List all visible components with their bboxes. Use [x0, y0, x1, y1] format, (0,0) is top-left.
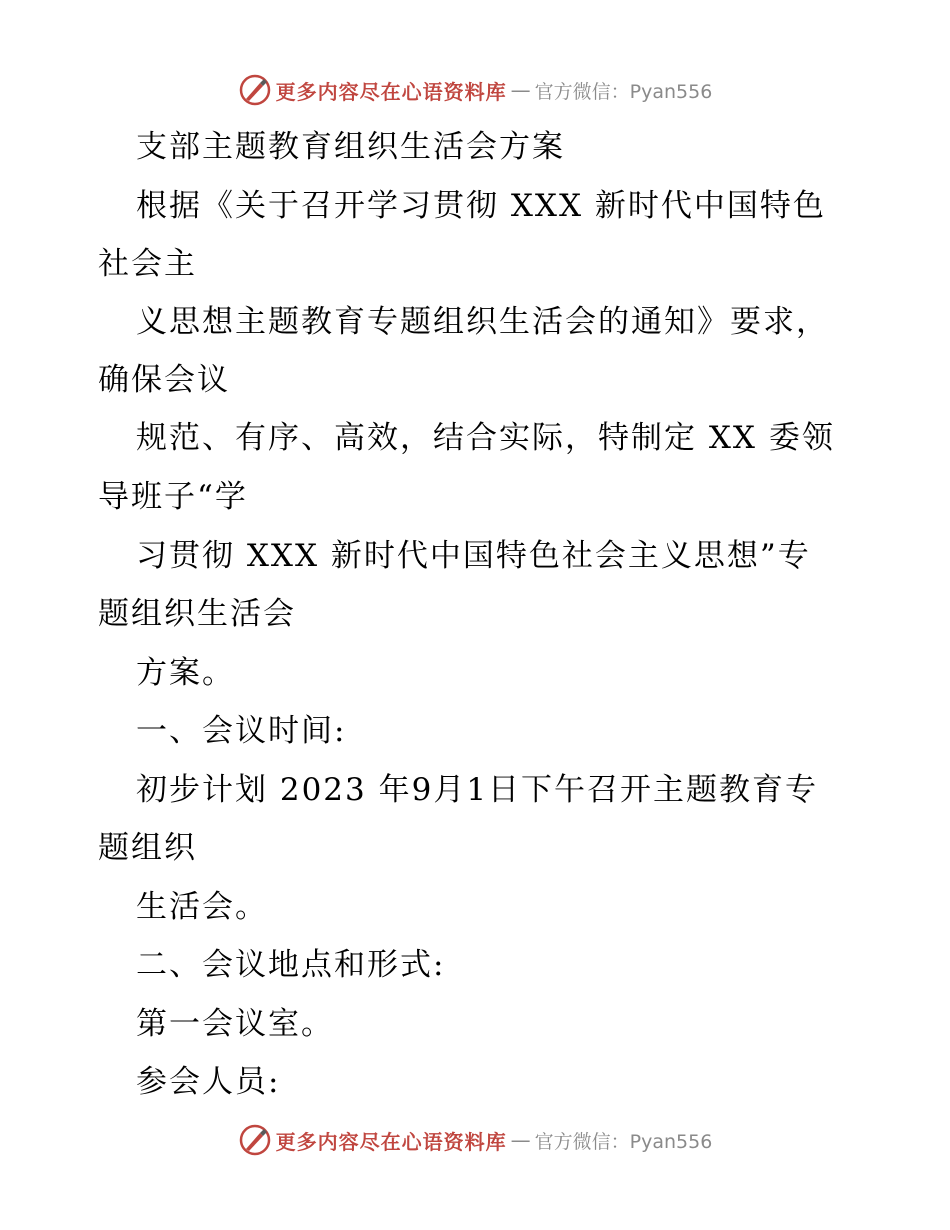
- footer-banner: [0, 1120, 950, 1160]
- section-heading-location: 二、会议地点和形式:: [136, 947, 446, 983]
- doc-line: 确保会议: [98, 362, 230, 398]
- banner-wechat: 官方微信：Pyan556: [534, 80, 713, 103]
- doc-line: 规范、有序、高效，结合实际，特制定 XX 委领: [136, 420, 835, 456]
- doc-line: 初步计划 2023 年9月1日下午召开主题教育专: [136, 772, 819, 808]
- doc-line: 第一会议室。: [136, 1006, 334, 1042]
- section-heading-attendees: 参会人员:: [136, 1064, 281, 1100]
- doc-title: 支部主题教育组织生活会方案: [136, 129, 565, 165]
- banner-title: 更多内容尽在心语资料库: [275, 79, 507, 104]
- section-heading-time: 一、会议时间:: [136, 713, 347, 749]
- doc-line: 导班子“学: [98, 479, 248, 515]
- banner-wechat: 官方微信：Pyan556: [534, 1130, 713, 1153]
- doc-line: 社会主: [98, 246, 197, 282]
- doc-line: 方案。: [136, 655, 235, 691]
- doc-line: 义思想主题教育专题组织生活会的通知》要求，: [136, 304, 829, 340]
- banner-separator: —: [510, 78, 531, 102]
- banner-separator: —: [510, 1128, 531, 1152]
- doc-line: 题组织: [98, 830, 197, 866]
- header-banner: [0, 70, 950, 110]
- doc-line: 生活会。: [136, 889, 268, 925]
- banner-title: 更多内容尽在心语资料库: [275, 1129, 507, 1154]
- pen-logo-icon: [238, 1123, 272, 1157]
- pen-logo-icon: [238, 73, 272, 107]
- doc-line: 根据《关于召开学习贯彻 XXX 新时代中国特色: [136, 188, 826, 224]
- doc-line: 题组织生活会: [98, 596, 296, 632]
- doc-line: 习贯彻 XXX 新时代中国特色社会主义思想”专: [136, 538, 811, 574]
